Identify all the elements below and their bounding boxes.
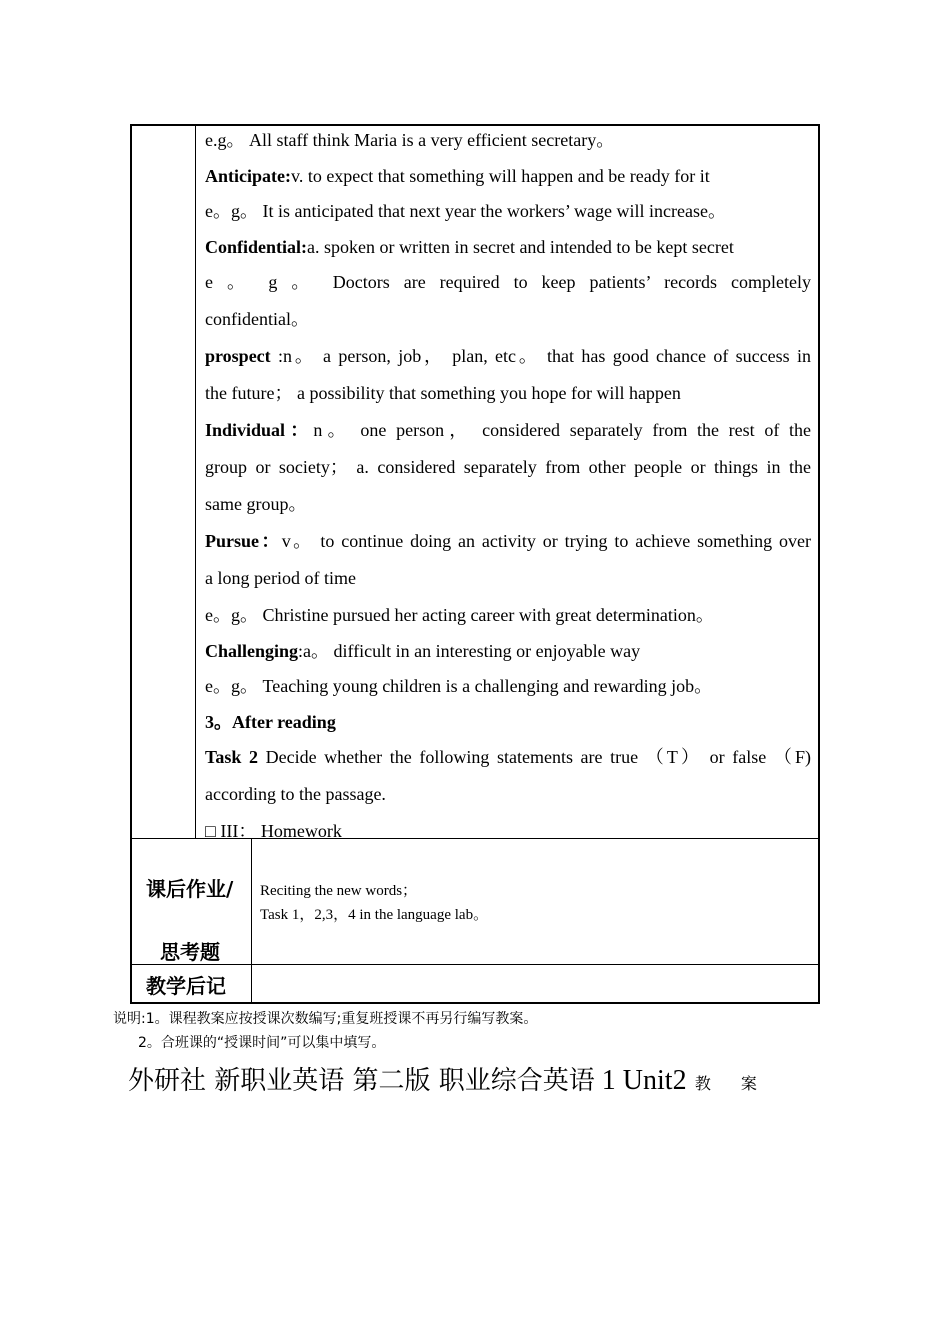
example-challenging: e。g。 Teaching young children is a challenging and rewarding job。: [205, 676, 713, 696]
entry-anticipate: Anticipate:v. to expect that something will happen and be ready for it: [205, 165, 710, 186]
entry-individual-cont: group or society； a. considered separately from other people or things in the: [205, 457, 811, 477]
vocabulary-row: [132, 126, 818, 841]
document-title-unit: 1 Unit2: [594, 1065, 687, 1096]
example-confidential-b: confidential。: [205, 309, 309, 329]
task2-instruction-cont: according to the passage.: [205, 784, 386, 804]
homework-line2: Task 1，2,3，4 in the language lab。: [260, 907, 489, 923]
document-title-tail-b: 案: [740, 1074, 757, 1093]
entry-pursue-cont: a long period of time: [205, 568, 356, 588]
entry-prospect: prospect :n。 a person, job， plan, etc。 that has good chance of success in: [205, 346, 811, 366]
entry-challenging: Challenging:a。 difficult in an interesting or enjoyable way: [205, 640, 641, 661]
homework-label-line1: 课后作业/: [146, 877, 234, 901]
footnote-1: 说明:1。课程教案应按授课次数编写;重复班授课不再另行编写教案。: [113, 1011, 538, 1027]
example-pursue: e。g。 Christine pursued her acting career with great determination。: [205, 605, 714, 625]
homework-heading: □ III： Homework: [205, 821, 342, 841]
teaching-notes-label-cell: [132, 965, 252, 1002]
homework-label-cell: [132, 839, 252, 964]
homework-row: [132, 838, 818, 964]
document-title-main: 外研社 新职业英语 第二版 职业综合英语: [128, 1066, 595, 1096]
entry-prospect-cont: the future； a possibility that something you hope for will happen: [205, 383, 681, 403]
example-anticipate: e。g。 It is anticipated that next year the workers’ wage will increase。: [205, 201, 726, 221]
entry-individual-end: same group。: [205, 494, 307, 514]
lesson-plan-table: [130, 124, 820, 1004]
homework-label-line2: 思考题: [160, 940, 220, 964]
footnote-2: 2。合班课的“授课时间”可以集中填写。: [138, 1035, 386, 1051]
teaching-notes-label: 教学后记: [146, 974, 226, 998]
example-efficient: e.g。 All staff think Maria is a very efficient secretary。: [205, 130, 615, 150]
teaching-notes-row: [132, 964, 818, 1002]
document-title: [128, 1060, 757, 1097]
homework-line1: Reciting the new words；: [260, 883, 418, 899]
empty-label-cell: [132, 126, 196, 838]
vocabulary-content: [205, 126, 811, 853]
task2-instruction: Task 2 Decide whether the following statements are true （T） or false （F): [205, 747, 811, 767]
example-confidential-a: e 。 g 。 Doctors are required to keep patients’ records completely: [205, 272, 811, 292]
entry-individual: Individual：n。 one person， considered separately from the rest of the: [205, 420, 811, 440]
entry-pursue: Pursue：v。 to continue doing an activity or trying to achieve something over: [205, 531, 811, 551]
after-reading-heading: 3。After reading: [205, 711, 336, 732]
entry-confidential: Confidential:a. spoken or written in secret and intended to be kept secret: [205, 236, 734, 257]
homework-text: [260, 879, 488, 927]
document-title-tail-a: 教: [694, 1074, 711, 1093]
